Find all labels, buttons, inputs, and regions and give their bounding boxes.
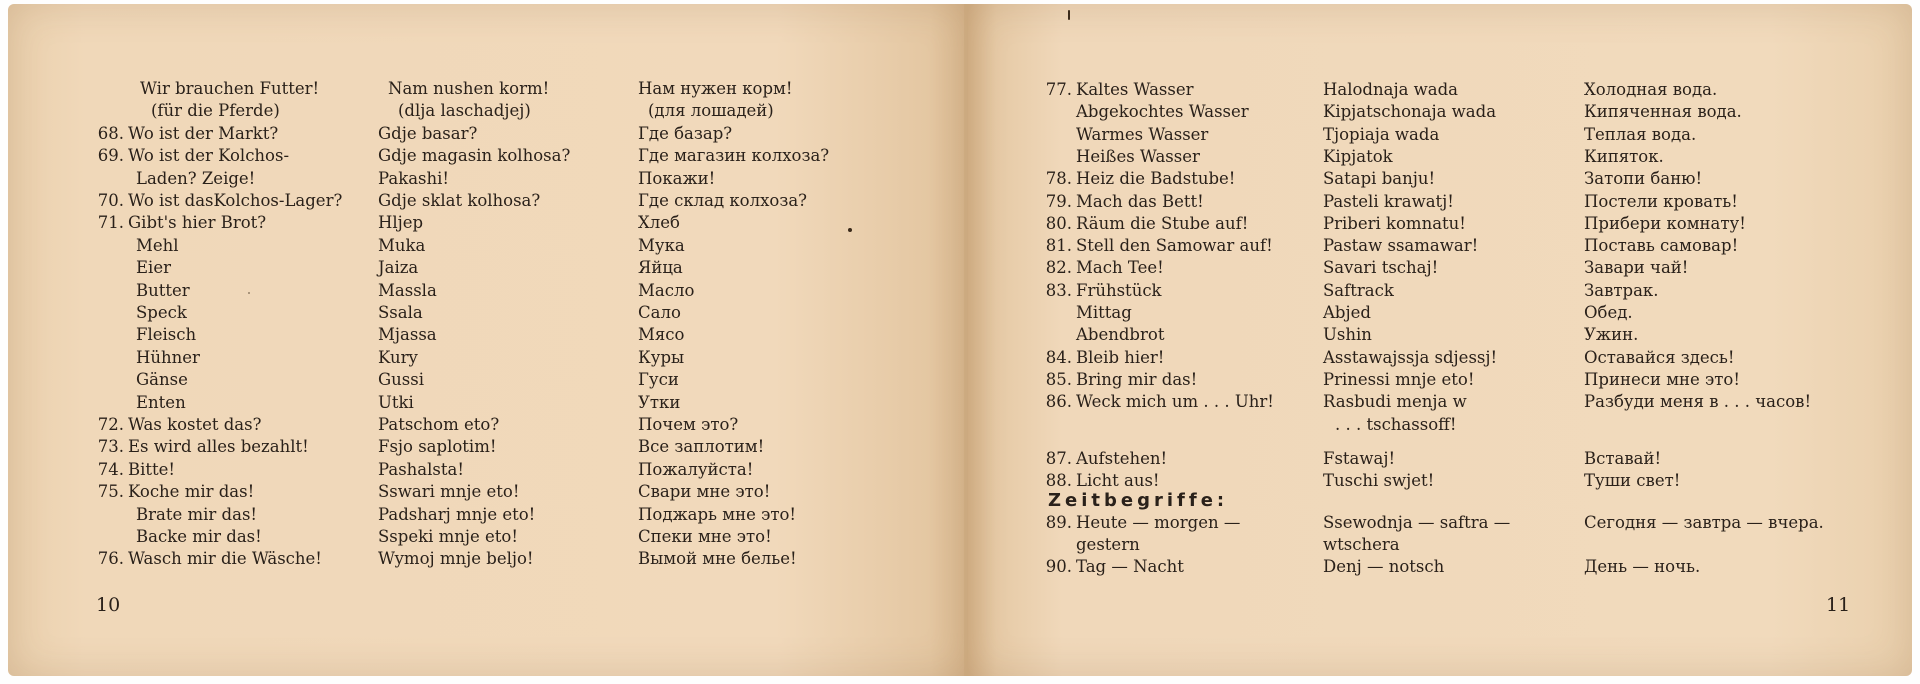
german-phrase: Heute — morgen —	[1076, 513, 1241, 532]
phrase-number: 88.	[1045, 471, 1072, 491]
phrase-row	[968, 257, 1912, 279]
transliteration: Tjopiaja wada	[1323, 124, 1440, 144]
german-phrase: Mach Tee!	[1076, 258, 1164, 278]
paper-speck	[248, 292, 250, 294]
phrase-number: 73.	[97, 437, 124, 457]
phrase-row	[968, 347, 1912, 369]
german-phrase: Mach das Bett!	[1076, 191, 1204, 211]
russian-phrase: Прибери комнату!	[1584, 213, 1746, 233]
phrase-number: 79.	[1045, 191, 1072, 211]
right-page	[968, 4, 1912, 676]
phrase-row	[8, 190, 968, 212]
phrase-row	[968, 391, 1912, 413]
russian-phrase: Сало	[638, 303, 681, 322]
phrase-row	[8, 436, 968, 458]
russian-phrase: Теплая вода.	[1584, 124, 1697, 144]
phrase-row	[8, 280, 968, 302]
phrase-row	[968, 191, 1912, 213]
section-heading: Zeitbegriffe:	[1048, 490, 1229, 511]
russian-phrase: Где магазин колхоза?	[638, 146, 830, 166]
russian-phrase: Утки	[638, 392, 681, 412]
phrase-row	[968, 79, 1912, 101]
russian-phrase: Нам нужен корм!	[638, 79, 793, 98]
german-phrase: Es wird alles bezahlt!	[128, 437, 309, 457]
german-phrase: Wo ist der Kolchos-	[128, 146, 290, 166]
russian-phrase: Ужин.	[1584, 325, 1639, 345]
transliteration: Pasteli krawatj!	[1323, 191, 1454, 211]
phrase-row	[8, 347, 968, 369]
transliteration: Gdje sklat kolhosa?	[378, 191, 541, 210]
left-page	[8, 4, 968, 676]
german-phrase: Koche mir das!	[128, 482, 255, 502]
transliteration: Pastaw ssamawar!	[1323, 236, 1479, 256]
transliteration: Kury	[378, 347, 418, 367]
russian-phrase: Масло	[638, 280, 695, 300]
phrase-number: 68.	[97, 123, 124, 143]
german-phrase: Heißes Wasser	[1076, 146, 1200, 166]
phrase-row	[968, 146, 1912, 168]
phrase-row	[968, 534, 1912, 556]
german-phrase: Heiz die Badstube!	[1076, 169, 1236, 189]
russian-phrase: Туши свет!	[1584, 471, 1681, 491]
russian-phrase: Хлеб	[638, 213, 680, 233]
transliteration: Sspeki mnje eto!	[378, 527, 518, 546]
phrase-row	[8, 526, 968, 548]
transliteration: Ssewodnja — saftra —	[1323, 513, 1511, 532]
transliteration: Saftrack	[1323, 280, 1394, 300]
phrase-row	[968, 414, 1912, 436]
phrase-row	[8, 504, 968, 526]
transliteration: Hljep	[378, 213, 424, 233]
russian-phrase: Разбуди меня в . . . часов!	[1584, 392, 1812, 412]
german-phrase: Kaltes Wasser	[1076, 80, 1194, 99]
transliteration: Fstawaj!	[1323, 448, 1396, 468]
german-phrase: gestern	[1076, 535, 1140, 554]
phrase-row	[968, 168, 1912, 190]
phrase-number: 70.	[97, 191, 124, 210]
transliteration: Sswari mnje eto!	[378, 482, 520, 502]
phrase-row	[968, 235, 1912, 257]
phrase-row	[968, 324, 1912, 346]
phrase-number: 83.	[1045, 280, 1072, 300]
transliteration: wtschera	[1323, 535, 1400, 554]
phrase-row	[8, 324, 968, 346]
german-phrase: Stell den Samowar auf!	[1076, 236, 1273, 256]
transliteration: Kipjatschonaja wada	[1323, 102, 1497, 122]
phrase-number: 71.	[97, 213, 124, 233]
german-phrase: Mehl	[136, 235, 179, 255]
phrase-row	[8, 212, 968, 234]
russian-phrase: Завтрак.	[1584, 280, 1659, 300]
german-phrase: Hühner	[136, 347, 200, 367]
phrase-number: 84.	[1045, 347, 1072, 367]
phrase-number: 69.	[97, 146, 124, 166]
phrase-row	[968, 302, 1912, 324]
russian-phrase: Мука	[638, 235, 685, 255]
transliteration: Jaiza	[378, 258, 419, 278]
phrase-row	[8, 548, 968, 570]
phrase-number: 72.	[97, 415, 124, 434]
russian-phrase: Холодная вода.	[1584, 80, 1718, 99]
german-phrase: Abendbrot	[1076, 325, 1165, 345]
german-phrase: Speck	[136, 303, 187, 322]
phrase-number: 89.	[1045, 513, 1072, 532]
german-phrase: Bring mir das!	[1076, 369, 1198, 389]
german-phrase: Tag — Nacht	[1076, 557, 1184, 576]
german-phrase: Backe mir das!	[136, 527, 262, 546]
german-phrase: Laden? Zeige!	[136, 168, 256, 188]
transliteration: Massla	[378, 280, 437, 300]
phrase-number: 85.	[1045, 369, 1072, 389]
right-page-number: 11	[1826, 594, 1851, 616]
russian-phrase: Пожалуйста!	[638, 459, 754, 479]
russian-phrase: Сегодня — завтра — вчера.	[1584, 513, 1824, 532]
german-phrase: Frühstück	[1076, 280, 1162, 300]
russian-phrase: Покажи!	[638, 168, 716, 188]
transliteration: Gdje magasin kolhosa?	[378, 146, 571, 166]
transliteration: Fsjo saplotim!	[378, 437, 497, 457]
russian-phrase: Мясо	[638, 325, 685, 345]
phrase-number: 76.	[97, 549, 124, 569]
russian-phrase: Вымой мне белье!	[638, 549, 797, 569]
transliteration: Nam nushen korm!	[388, 79, 550, 98]
german-phrase: Mittag	[1076, 303, 1132, 322]
russian-phrase: Где базар?	[638, 123, 733, 143]
phrase-row	[8, 414, 968, 436]
transliteration: Wymoj mnje beljo!	[378, 549, 534, 569]
phrase-row	[968, 448, 1912, 470]
russian-phrase: Кипяченная вода.	[1584, 102, 1742, 122]
phrase-row	[968, 213, 1912, 235]
transliteration: Priberi komnatu!	[1323, 213, 1466, 233]
russian-phrase: Затопи баню!	[1584, 169, 1703, 189]
phrase-row	[8, 392, 968, 414]
phrase-number: 81.	[1045, 236, 1072, 256]
german-phrase: Wo ist dasKolchos-Lager?	[128, 191, 343, 210]
german-phrase: Bleib hier!	[1076, 347, 1165, 367]
russian-phrase: Яйца	[638, 258, 683, 278]
phrase-row	[968, 512, 1912, 534]
phrase-row	[8, 145, 968, 167]
german-phrase: Bitte!	[128, 459, 176, 479]
transliteration: Asstawajssja sdjessj!	[1323, 347, 1498, 367]
german-phrase: Wasch mir die Wäsche!	[128, 549, 322, 569]
german-phrase: Warmes Wasser	[1076, 124, 1209, 144]
transliteration: Halodnaja wada	[1323, 80, 1459, 99]
german-phrase: Aufstehen!	[1076, 448, 1168, 468]
german-phrase: Eier	[136, 258, 171, 278]
transliteration: Pakashi!	[378, 168, 450, 188]
paper-speck	[1068, 10, 1070, 20]
transliteration: Padsharj mnje eto!	[378, 504, 536, 524]
phrase-row	[8, 123, 968, 145]
german-phrase: Brate mir das!	[136, 504, 258, 524]
phrase-row	[8, 481, 968, 503]
russian-phrase: Принеси мне это!	[1584, 369, 1740, 389]
russian-phrase: Кипяток.	[1584, 146, 1664, 166]
phrase-row	[8, 459, 968, 481]
transliteration: . . . tschassoff!	[1335, 414, 1457, 434]
phrase-number: 78.	[1045, 169, 1072, 189]
russian-phrase: Завари чай!	[1584, 258, 1689, 278]
transliteration: Patschom eto?	[378, 415, 500, 434]
russian-phrase: Все заплотим!	[638, 437, 765, 457]
phrase-row	[8, 100, 968, 122]
transliteration: Gdje basar?	[378, 123, 478, 143]
phrase-number: 90.	[1045, 557, 1072, 576]
russian-phrase: Вставай!	[1584, 448, 1662, 468]
russian-phrase: Куры	[638, 347, 685, 367]
phrase-row	[968, 124, 1912, 146]
transliteration: Pashalsta!	[378, 459, 464, 479]
transliteration: Muka	[378, 235, 426, 255]
russian-phrase: Спеки мне это!	[638, 527, 772, 546]
phrase-number: 82.	[1045, 258, 1072, 278]
phrase-row	[968, 101, 1912, 123]
left-page-number: 10	[96, 594, 121, 616]
transliteration: (dlja laschadjej)	[398, 101, 531, 121]
phrase-row	[968, 556, 1912, 578]
phrase-row	[8, 235, 968, 257]
phrase-number: 87.	[1045, 448, 1072, 468]
russian-phrase: Свари мне это!	[638, 482, 771, 502]
phrase-row	[8, 168, 968, 190]
german-phrase: Abgekochtes Wasser	[1076, 102, 1249, 122]
russian-phrase: Поставь самовар!	[1584, 236, 1739, 256]
transliteration: Ushin	[1323, 325, 1372, 345]
russian-phrase: Поджарь мне это!	[638, 504, 797, 524]
phrase-number: 74.	[97, 459, 124, 479]
phrase-number: 86.	[1045, 392, 1072, 412]
russian-phrase: Постели кровать!	[1584, 191, 1738, 211]
phrase-number: 80.	[1045, 213, 1072, 233]
transliteration: Tuschi swjet!	[1323, 471, 1435, 491]
transliteration: Satapi banju!	[1323, 169, 1436, 189]
russian-phrase: (для лошадей)	[648, 101, 774, 121]
transliteration: Abjed	[1323, 303, 1371, 322]
russian-phrase: Почем это?	[638, 415, 739, 434]
phrase-row	[8, 369, 968, 391]
phrase-row	[8, 257, 968, 279]
paper-speck	[848, 228, 852, 232]
german-phrase: Fleisch	[136, 325, 197, 345]
russian-phrase: Гуси	[638, 370, 679, 390]
phrase-row	[8, 78, 968, 100]
russian-phrase: Обед.	[1584, 303, 1633, 322]
russian-phrase: Где склад колхоза?	[638, 191, 808, 210]
german-phrase: Butter	[136, 280, 190, 300]
phrase-number: 75.	[97, 482, 124, 502]
transliteration: Kipjatok	[1323, 146, 1393, 166]
german-phrase: Gänse	[136, 370, 188, 390]
transliteration: Ssala	[378, 303, 423, 322]
phrase-row	[968, 369, 1912, 391]
transliteration: Prinessi mnje eto!	[1323, 369, 1475, 389]
german-phrase: (für die Pferde)	[151, 101, 280, 121]
transliteration: Savari tschaj!	[1323, 258, 1439, 278]
transliteration: Utki	[378, 392, 414, 412]
phrase-row	[968, 280, 1912, 302]
german-phrase: Wir brauchen Futter!	[140, 79, 320, 98]
phrase-number: 77.	[1045, 80, 1072, 99]
transliteration: Mjassa	[378, 325, 437, 345]
german-phrase: Gibt's hier Brot?	[128, 213, 267, 233]
phrase-row	[8, 302, 968, 324]
german-phrase: Licht aus!	[1076, 471, 1160, 491]
transliteration: Gussi	[378, 370, 425, 390]
phrase-row	[968, 470, 1912, 492]
transliteration: Denj — notsch	[1323, 557, 1445, 576]
russian-phrase: Оставайся здесь!	[1584, 347, 1735, 367]
german-phrase: Was kostet das?	[128, 415, 262, 434]
russian-phrase: День — ночь.	[1584, 557, 1701, 576]
german-phrase: Räum die Stube auf!	[1076, 213, 1249, 233]
german-phrase: Enten	[136, 392, 186, 412]
german-phrase: Weck mich um . . . Uhr!	[1076, 392, 1274, 412]
german-phrase: Wo ist der Markt?	[128, 123, 279, 143]
transliteration: Rasbudi menja w	[1323, 392, 1467, 412]
